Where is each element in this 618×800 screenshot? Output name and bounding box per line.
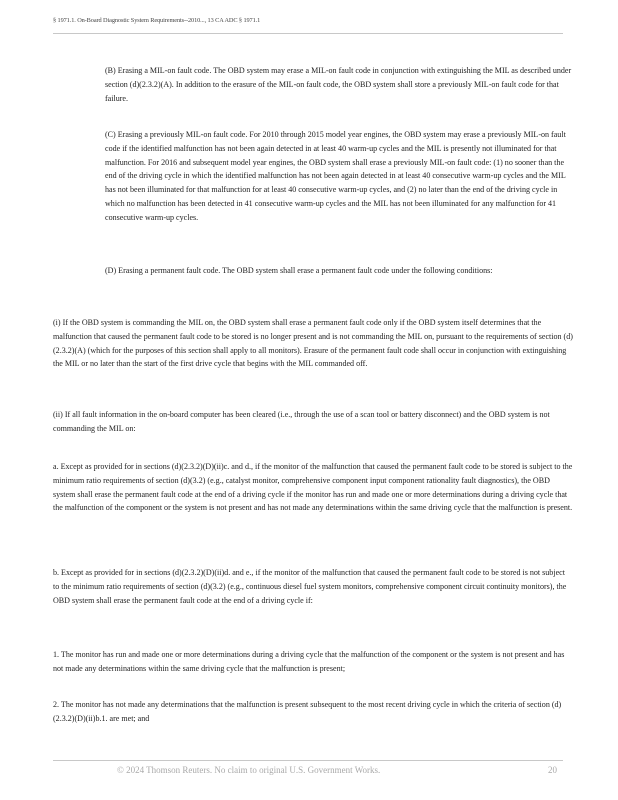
- running-header: § 1971.1. On-Board Diagnostic System Requirements--2010..., 13 CA ADC § 1971.1: [53, 17, 261, 24]
- copyright-notice: © 2024 Thomson Reuters. No claim to original U.S. Government Works.: [117, 765, 381, 775]
- paragraph-d-ii-b-1: 1. The monitor has run and made one or more determinations during a driving cycle that the malfunction of the component or the system is not present and has not made any determinations within the same driving cycle that the malfunction is present;: [53, 650, 565, 673]
- paragraph-d-erasing-permanent: (D) Erasing a permanent fault code. The OBD system shall erase a permanent fault code under the following conditions:: [105, 266, 493, 275]
- paragraph-d-ii-b-2: 2. The monitor has not made any determinations that the malfunction is present subsequent to the most recent driving cycle in which the criteria of section (d)(2.3.2)(D)(ii)b.1. are met; and: [53, 700, 562, 723]
- paragraph-b-erasing-mil-on: (B) Erasing a MIL-on fault code. The OBD system may erase a MIL-on fault code in conjunction with extinguishing the MIL as described under section (d)(2.3.2)(A). In addition to the erasure of the MIL-on fault code, the OBD system shall store a previously MIL-on fault code for that failure.: [105, 66, 572, 103]
- paragraph-d-ii-a: a. Except as provided for in sections (d)(2.3.2)(D)(ii)c. and d., if the monitor of the malfunction that caused the permanent fault code to be stored is subject to the minimum ratio requirements of section (d)(3.2) (e.g., catalyst monitor, comprehensive component input component rationality fault diagnostics), the OBD system shall erase the permanent fault code at the end of a driving cycle if the monitor has run and made one or more determinations during a driving cycle that the malfunction of the component or the system is not present and has not made any determinations within the same driving cycle that the malfunction is present.: [53, 462, 573, 513]
- paragraph-d-i: (i) If the OBD system is commanding the MIL on, the OBD system shall erase a permanent fault code only if the OBD system itself determines that the malfunction that caused the permanent fault code to be stored is no longer present and is not commanding the MIL on, pursuant to the requirements of section (d)(2.3.2)(A) (which for the purposes of this section shall apply to all monitors). Erasure of the permanent fault code shall occur in conjunction with extinguishing the MIL or no later than the start of the first drive cycle that begins with the MIL commanded off.: [53, 318, 573, 369]
- paragraph-d-ii: (ii) If all fault information in the on-board computer has been cleared (i.e., through the use of a scan tool or battery disconnect) and the OBD system is not commanding the MIL on:: [53, 410, 550, 433]
- paragraph-d-ii-b: b. Except as provided for in sections (d)(2.3.2)(D)(ii)d. and e., if the monitor of the malfunction that caused the permanent fault code to be stored is not subject to the minimum ratio requirements of section (d)(3.2) (e.g., continuous diesel fuel system monitors, comprehensive component circuit continuity monitors), the OBD system shall erase the permanent fault code at the end of a driving cycle if:: [53, 568, 567, 605]
- header-divider: [53, 33, 563, 34]
- footer-divider: [53, 760, 563, 761]
- paragraph-c-erasing-previously-mil-on: (C) Erasing a previously MIL-on fault code. For 2010 through 2015 model year engines, the OBD system may erase a previously MIL-on fault code if the identified malfunction has not been again detected in at least 40 warm-up cycles and the MIL is presently not illuminated for that malfunction. For 2016 and subsequent model year engines, the OBD system shall erase a previously MIL-on fault code: (1) no sooner than the end of the driving cycle in which the identified malfunction has not been again detected in at least 40 consecutive warm-up cycles and the MIL has not been illuminated for that malfunction for at least 40 consecutive warm-up cycles, and (2) no later than the end of the driving cycle in which no malfunction has been detected in 41 consecutive warm-up cycles and the MIL has not been illuminated for any malfunction for 41 consecutive warm-up cycles.: [105, 130, 566, 222]
- page-number: 20: [548, 765, 557, 775]
